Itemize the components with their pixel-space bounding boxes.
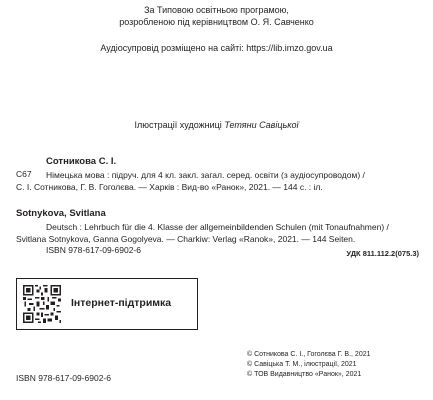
- ua-description-line-1: Німецька мова : підруч. для 4 кл. закл. загал. серед. освіти (з аудіосупроводом) /: [46, 170, 365, 180]
- illustrations-prefix: Ілюстрації художниці: [134, 120, 225, 130]
- illustrations-credit: [0, 119, 433, 131]
- copyright-line-1: © Сотникова С. І., Гоголєва Г. В., 2021: [247, 351, 371, 358]
- copyright-line-3: © ТОВ Видавництво «Ранок», 2021: [247, 371, 362, 378]
- program-line-1: За Типовою освітньою програмою,: [144, 5, 289, 15]
- audio-note: Аудіосупровід розміщено на сайті: https://lib.imzo.gov.ua: [100, 43, 333, 53]
- copyright-line-2: © Савіцька Т. М., ілюстрації, 2021: [247, 361, 357, 368]
- illustrations-artist: Тетяни Савіцької: [224, 120, 299, 130]
- footer-isbn: ISBN 978-617-09-6902-6: [16, 373, 111, 383]
- internet-support-label[interactable]: Інтернет-підтримка: [71, 297, 172, 309]
- de-description-line-1: Deutsch : Lehrbuch für die 4. Klasse der allgemeinbildenden Schulen (mit Tonaufnahmen) /: [46, 222, 389, 232]
- ua-description-line-2: С. І. Сотникова, Г. В. Гоголєва. — Харків : Вид-во «Ранок», 2021. — 144 с. : іл.: [16, 182, 323, 192]
- udk-code: УДК 811.112.2(075.3): [346, 249, 419, 258]
- internet-support-box[interactable]: [16, 278, 198, 330]
- copyright-block: [247, 350, 371, 380]
- de-author: Sotnykova, Svitlana: [16, 208, 106, 219]
- ua-author: Сотникова С. І.: [46, 156, 117, 167]
- catalog-isbn: ISBN 978-617-09-6902-6: [46, 245, 141, 255]
- program-line-2: розробленою під керівництвом О. Я. Савченко: [119, 17, 314, 27]
- catalog-code: С67: [16, 169, 32, 179]
- de-description: [16, 221, 389, 245]
- qr-code-icon[interactable]: [23, 285, 61, 323]
- de-description-line-2: Svitlana Sotnykova, Ganna Gogolyeva. — Charkiw: Verlag «Ranok», 2021. — 144 Seiten.: [16, 234, 356, 244]
- program-note: [0, 4, 433, 28]
